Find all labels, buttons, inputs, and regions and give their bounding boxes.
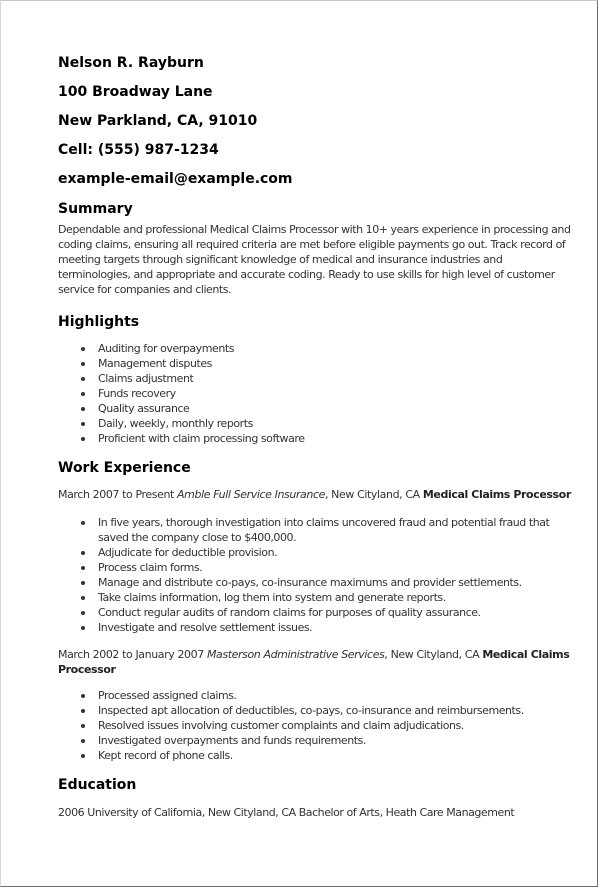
list-item: Manage and distribute co-pays, co-insurance maximums and provider settlements. xyxy=(98,575,577,590)
education-section xyxy=(58,776,577,820)
highlights-heading: Highlights xyxy=(58,314,140,330)
contact-name: Nelson R. Rayburn xyxy=(58,55,204,71)
job-header xyxy=(58,487,577,502)
job-title: Medical Claims Processor xyxy=(422,488,571,501)
highlights-section xyxy=(58,313,577,446)
education-text: 2006 University of California, New Cityland, CA Bachelor of Arts, Heath Care Management xyxy=(58,806,515,819)
summary-section xyxy=(58,200,577,297)
job-bullets xyxy=(58,688,577,763)
list-item: Funds recovery xyxy=(98,386,577,401)
job-bullets xyxy=(58,515,577,635)
contact-city-state-zip: New Parkland, CA, 91010 xyxy=(58,113,258,129)
list-item: Quality assurance xyxy=(98,401,577,416)
list-item: Kept record of phone calls. xyxy=(98,748,577,763)
list-item: Daily, weekly, monthly reports xyxy=(98,416,577,431)
job-company: Amble Full Service Insurance xyxy=(177,488,325,501)
job-location: , New Cityland, CA xyxy=(324,488,420,501)
list-item: Resolved issues involving customer complaints and claim adjudications. xyxy=(98,718,577,733)
list-item: Conduct regular audits of random claims for purposes of quality assurance. xyxy=(98,605,577,620)
job-dates: March 2002 to January 2007 xyxy=(58,648,204,661)
contact-block xyxy=(58,49,577,194)
job-company: Masterson Administrative Services xyxy=(206,648,385,661)
list-item: Process claim forms. xyxy=(98,560,577,575)
job-entry xyxy=(58,647,577,763)
list-item: Inspected apt allocation of deductibles, co-pays, co-insurance and reimbursements. xyxy=(98,703,577,718)
list-item: Investigated overpayments and funds requirements. xyxy=(98,733,577,748)
summary-heading: Summary xyxy=(58,201,133,217)
list-item: Investigate and resolve settlement issues. xyxy=(98,620,577,635)
work-section xyxy=(58,459,577,763)
job-location: , New Cityland, CA xyxy=(384,648,480,661)
education-heading: Education xyxy=(58,777,137,793)
job-dates: March 2007 to Present xyxy=(58,488,174,501)
list-item: Management disputes xyxy=(98,356,577,371)
list-item: In five years, thorough investigation into claims uncovered fraud and potential fraud that saved the company close to $400,000. xyxy=(98,515,577,545)
list-item: Claims adjustment xyxy=(98,371,577,386)
contact-email: example-email@example.com xyxy=(58,171,293,187)
list-item: Processed assigned claims. xyxy=(98,688,577,703)
highlights-list xyxy=(58,341,577,446)
job-header xyxy=(58,647,577,677)
job-entry xyxy=(58,487,577,635)
contact-phone: Cell: (555) 987-1234 xyxy=(58,142,219,158)
list-item: Take claims information, log them into system and generate reports. xyxy=(98,590,577,605)
list-item: Proficient with claim processing software xyxy=(98,431,577,446)
list-item: Auditing for overpayments xyxy=(98,341,577,356)
list-item: Adjudicate for deductible provision. xyxy=(98,545,577,560)
contact-address: 100 Broadway Lane xyxy=(58,84,213,100)
summary-text: Dependable and professional Medical Claims Processor with 10+ years experience in processing and coding claims, ensuring all required criteria are met before eligible payments go out. Track record of meeting targets through significant knowledge of medical and insurance industries and terminologies, and appropriate and accurate coding. Ready to use skills for high level of customer service for companies and clients. xyxy=(58,223,571,296)
job-title: Medical Claims Processor xyxy=(58,648,570,676)
work-heading: Work Experience xyxy=(58,460,191,476)
